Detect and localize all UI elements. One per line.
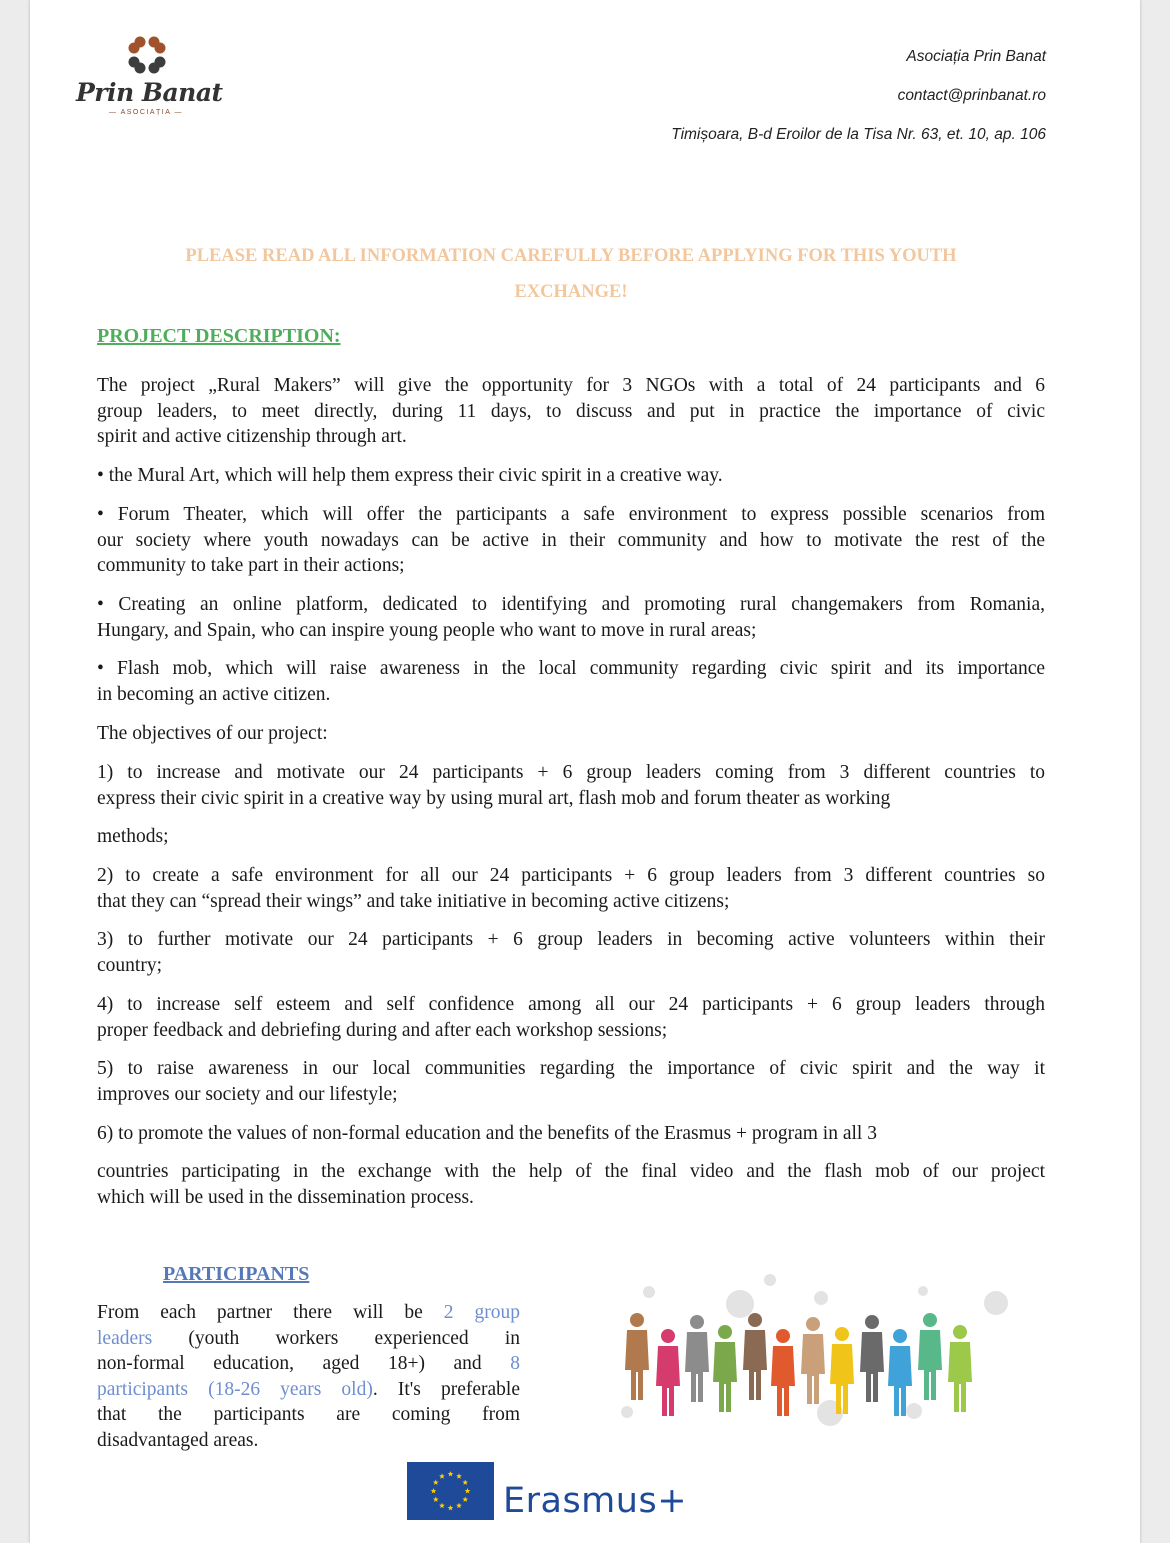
objective-1-end <box>97 824 1045 850</box>
text-line: 5) to raise awareness in our local communities regarding the importance of civic spirit and the way it <box>97 1058 1045 1079</box>
text-line: express their civic spirit in a creative way by using mural art, flash mob and forum theater as working <box>97 787 891 809</box>
text-line: in becoming an active citizen. <box>97 683 331 705</box>
text-span: (youth workers experienced in <box>152 1327 520 1349</box>
notice-line: EXCHANGE! <box>514 282 628 302</box>
bullet-online-platform <box>97 592 1045 643</box>
bullet-forum-theater <box>97 502 1045 579</box>
text-line: • Creating an online platform, dedicated to identifying and promoting rural changemakers from Romania, <box>97 594 1045 615</box>
text-line <box>97 1300 520 1326</box>
objective-5 <box>97 1056 1045 1107</box>
person-figure-icon <box>860 1315 884 1402</box>
objective-3 <box>97 927 1045 978</box>
text-line: • the Mural Art, which will help them express their civic spirit in a creative way. <box>97 465 723 486</box>
person-figure-icon <box>888 1329 912 1416</box>
text-line: 4) to increase self esteem and self confidence among all our 24 participants + 6 group leaders through <box>97 994 1045 1015</box>
text-line: 1) to increase and motivate our 24 participants + 6 group leaders coming from 3 different countries to <box>97 762 1045 783</box>
person-figure-icon <box>771 1329 795 1416</box>
text-line: community to take part in their actions; <box>97 555 405 576</box>
highlight-text: 8 <box>510 1353 520 1374</box>
diverse-people-group-icon <box>615 1272 1015 1432</box>
text-line: which will be used in the dissemination process. <box>97 1186 474 1208</box>
notice-line: PLEASE READ ALL INFORMATION CAREFULLY BEFORE APPLYING FOR THIS YOUTH <box>185 246 957 266</box>
text-line: group leaders, to meet directly, during 11 days, to discuss and put in practice the importance of civic <box>97 400 1045 422</box>
person-figure-icon <box>625 1313 649 1400</box>
project-description-title: PROJECT DESCRIPTION: <box>97 325 341 347</box>
org-email[interactable]: contact@prinbanat.ro <box>897 87 1046 104</box>
participants-paragraph <box>97 1300 520 1453</box>
erasmus-plus-logo-text: Erasmus+ <box>503 1481 688 1521</box>
objective-1 <box>97 760 1045 811</box>
intro-paragraph <box>97 373 1045 450</box>
bullet-flash-mob <box>97 656 1045 707</box>
org-name: Asociația Prin Banat <box>906 48 1046 65</box>
text-line: that the participants are coming from <box>97 1404 520 1425</box>
text-span: . It's preferable <box>372 1378 520 1400</box>
text-line: proper feedback and debriefing during and after each workshop sessions; <box>97 1019 668 1041</box>
person-figure-icon <box>656 1329 680 1416</box>
person-figure-icon <box>713 1325 737 1412</box>
important-notice <box>110 238 1032 310</box>
text-span: From each partner there will be <box>97 1302 444 1323</box>
person-figure-icon <box>685 1315 709 1402</box>
text-line: 6) to promote the values of non-formal education and the benefits of the Erasmus + program in all 3 <box>97 1123 877 1144</box>
person-figure-icon <box>918 1313 942 1400</box>
text-line: • Flash mob, which will raise awareness in the local community regarding civic spirit and its importance <box>97 658 1045 679</box>
text-line: Hungary, and Spain, who can inspire young people who want to move in rural areas; <box>97 619 757 641</box>
highlight-text: leaders <box>97 1327 153 1349</box>
objective-6-start <box>97 1121 1045 1147</box>
text-line: The objectives of our project: <box>97 723 328 744</box>
participants-title: PARTICIPANTS <box>163 1263 310 1285</box>
text-line: methods; <box>97 826 169 847</box>
eu-flag-icon <box>407 1462 494 1520</box>
logo-subtitle: — ASOCIAȚIA — <box>109 109 183 116</box>
text-line: spirit and active citizenship through art. <box>97 426 407 447</box>
text-line: 2) to create a safe environment for all our 24 participants + 6 group leaders from 3 different countries so <box>97 865 1045 886</box>
text-span: non-formal education, aged 18+) and <box>97 1353 511 1374</box>
person-figure-icon <box>801 1317 825 1404</box>
flower-logo-icon <box>124 32 170 78</box>
text-line: The project „Rural Makers” will give the opportunity for 3 NGOs with a total of 24 participants and 6 <box>97 375 1045 396</box>
text-line <box>97 1377 520 1403</box>
objective-2 <box>97 863 1045 914</box>
document-page <box>30 0 1140 1543</box>
highlight-text: 2 group <box>443 1302 520 1323</box>
objective-4 <box>97 992 1045 1043</box>
person-figure-icon <box>948 1325 972 1412</box>
objectives-heading <box>97 721 1045 747</box>
logo-subtitle-text: ASOCIAȚIA <box>120 109 172 116</box>
text-line: improves our society and our lifestyle; <box>97 1083 398 1105</box>
text-line: country; <box>97 954 162 976</box>
logo-name: Prin Banat <box>76 78 223 107</box>
objective-6 <box>97 1159 1045 1210</box>
person-figure-icon <box>743 1313 767 1400</box>
prin-banat-logo <box>76 30 223 122</box>
text-line <box>97 1326 520 1352</box>
text-line: disadvantaged areas. <box>97 1429 259 1451</box>
org-address: Timișoara, B-d Eroilor de la Tisa Nr. 63, et. 10, ap. 106 <box>671 126 1046 143</box>
text-line: 3) to further motivate our 24 participants + 6 group leaders in becoming active volunteers within their <box>97 929 1045 950</box>
text-line: countries participating in the exchange with the help of the final video and the flash mob of our project <box>97 1161 1045 1182</box>
highlight-text: participants (18-26 years old) <box>97 1378 373 1400</box>
bullet-mural-art <box>97 463 1045 489</box>
text-line: • Forum Theater, which will offer the participants a safe environment to express possible scenarios from <box>97 504 1045 525</box>
text-line: that they can “spread their wings” and take initiative in becoming active citizens; <box>97 890 730 912</box>
text-line: our society where youth nowadays can be active in their community and how to motivate the rest of the <box>97 529 1045 551</box>
text-line <box>97 1351 520 1377</box>
